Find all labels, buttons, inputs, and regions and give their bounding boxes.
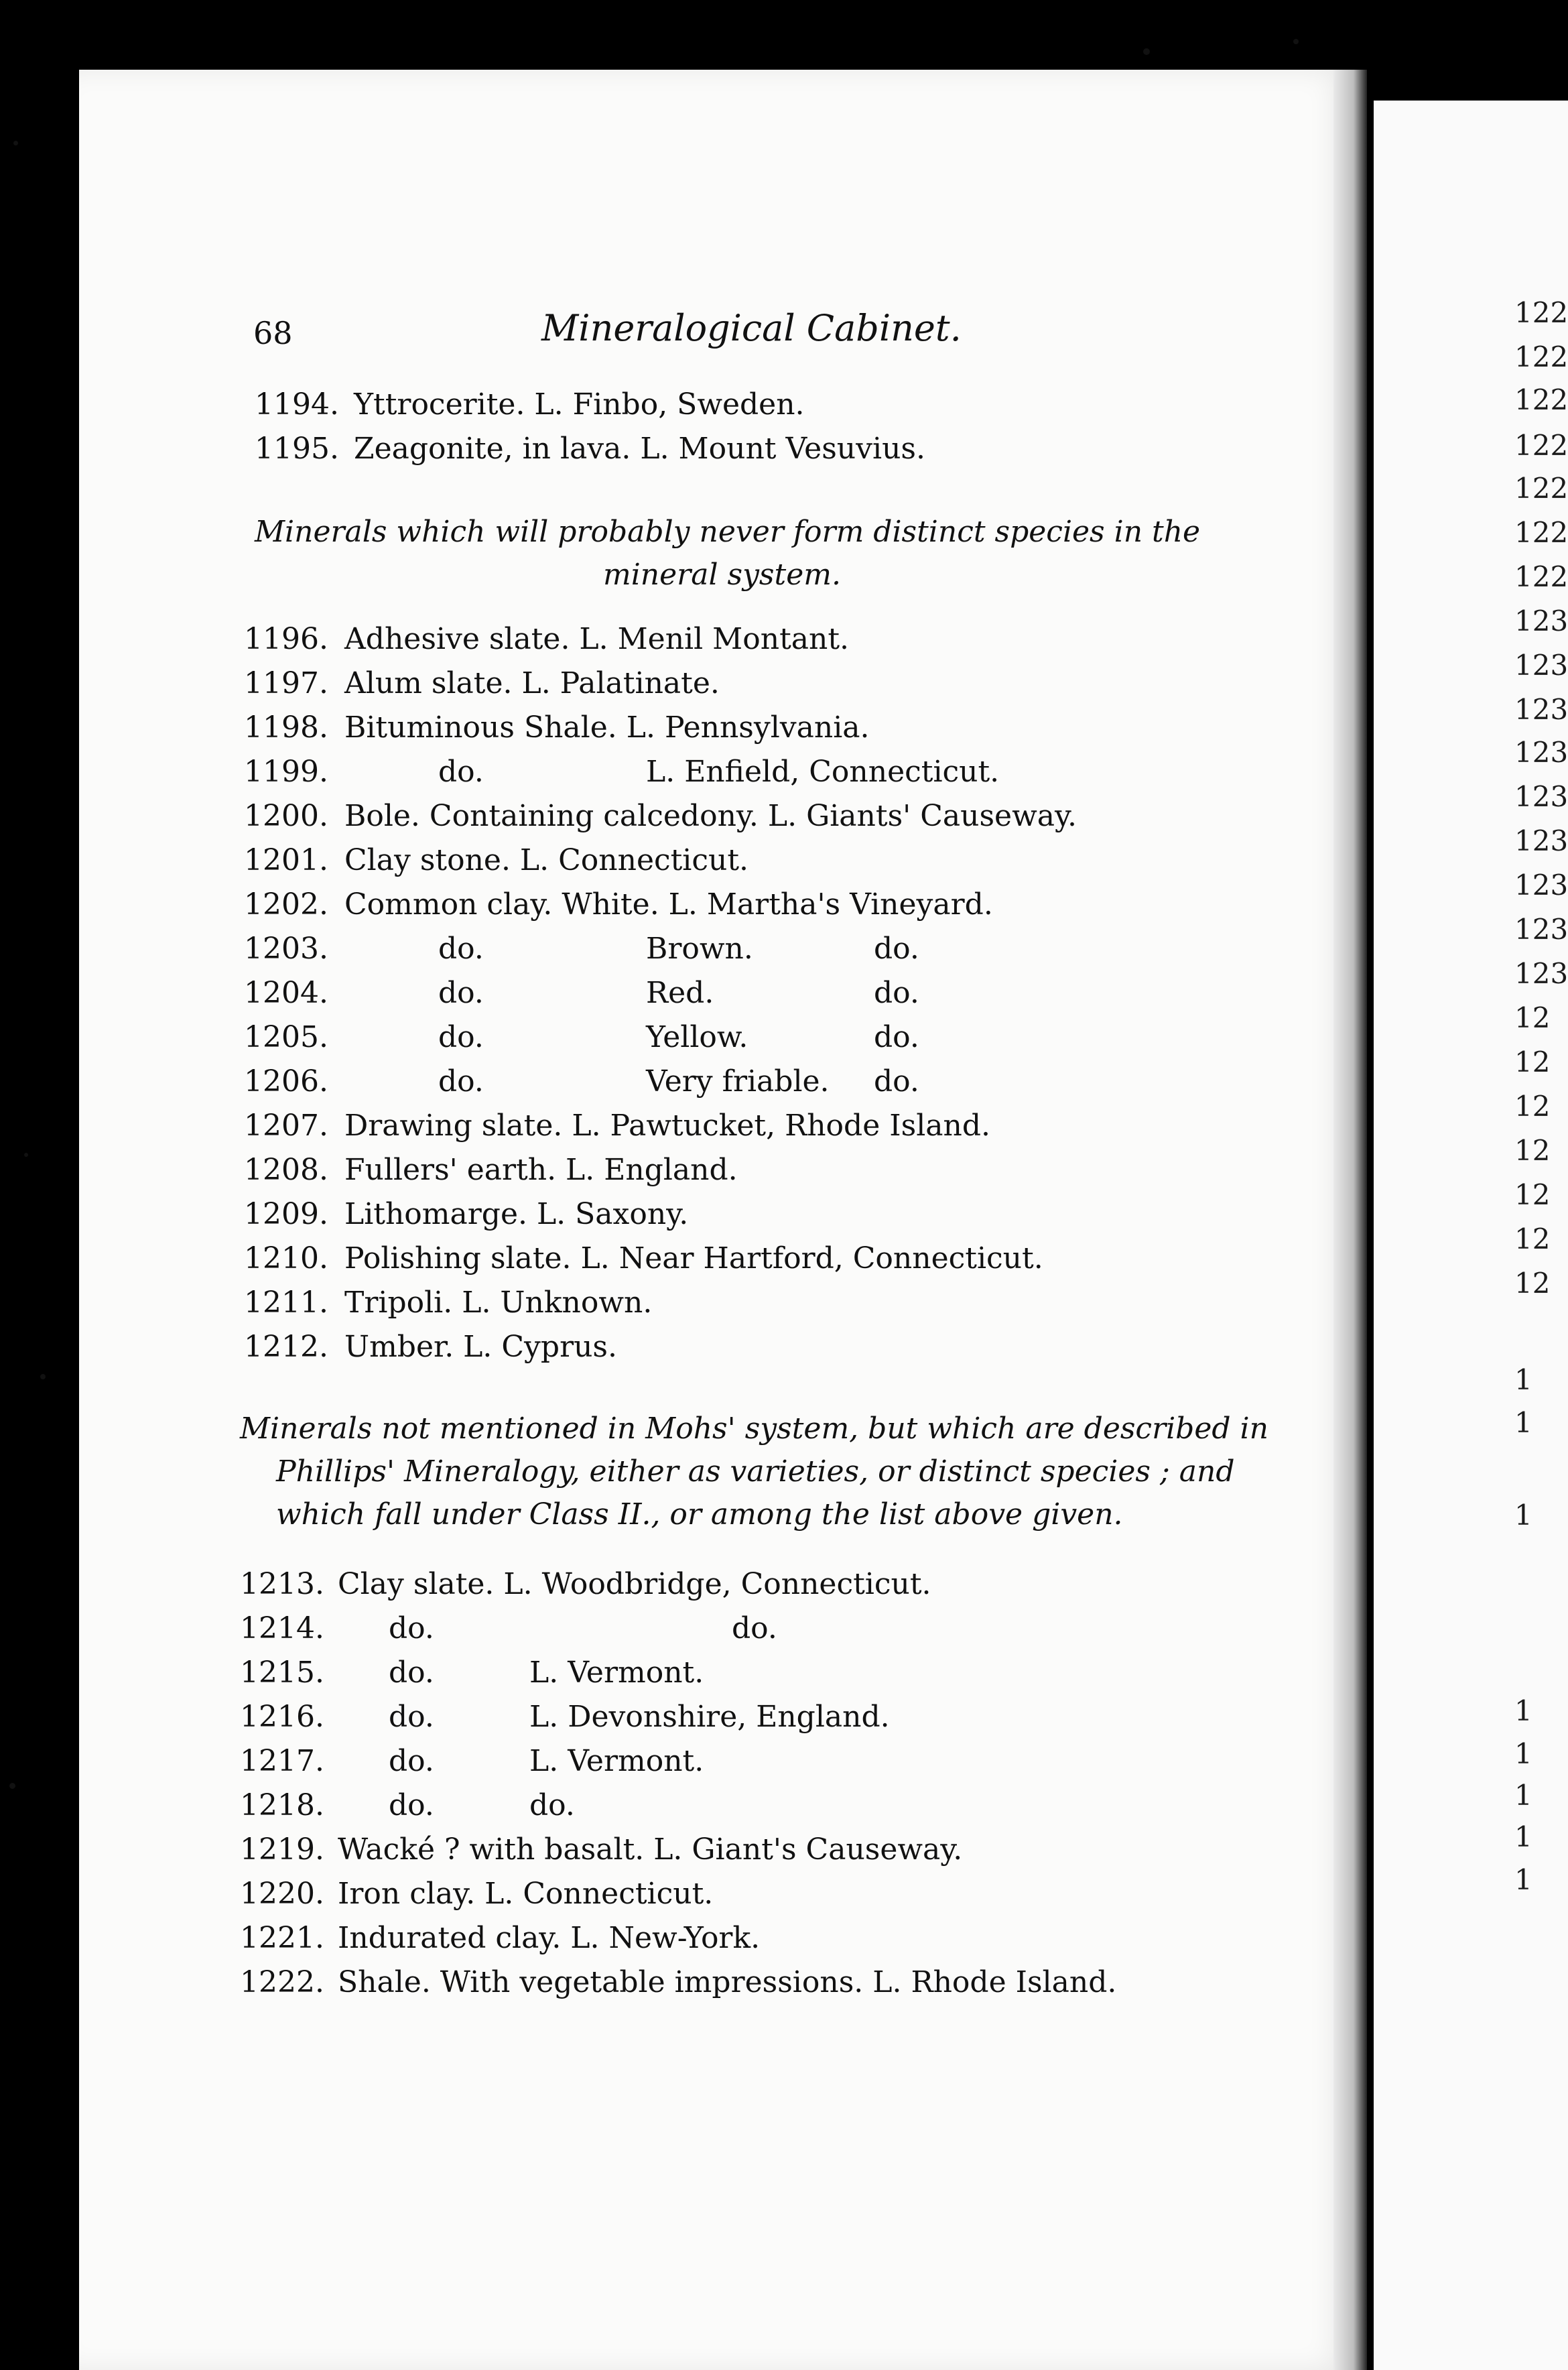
entry-number: 1222. — [240, 1965, 324, 1999]
entry-text: L. Enfield, Connecticut. — [646, 755, 1000, 789]
page-header — [253, 307, 962, 354]
entry-number: 1204. — [244, 976, 328, 1010]
facing-page-number: 123 — [1514, 913, 1568, 946]
entry-number: 1211. — [244, 1286, 328, 1320]
entry-text: do. — [389, 1656, 434, 1690]
entry-number: 1218. — [240, 1788, 324, 1822]
facing-page-number: 1 — [1514, 1406, 1532, 1439]
entry-text: do. — [438, 1064, 484, 1099]
entry-text: L. Vermont. — [529, 1656, 704, 1690]
entry-number: 1206. — [244, 1064, 328, 1099]
entry-text: Alum slate. L. Palatinate. — [344, 666, 720, 700]
facing-page-number: 122 — [1514, 340, 1568, 373]
entry-text: Lithomarge. L. Saxony. — [344, 1197, 689, 1231]
facing-page-edge — [1374, 101, 1568, 2370]
entry-number: 1195. — [255, 432, 339, 466]
facing-page-number: 122 — [1514, 296, 1568, 329]
entry-text: Clay slate. L. Woodbridge, Connecticut. — [338, 1567, 931, 1601]
entry-number: 1219. — [240, 1832, 324, 1867]
entry-text: Tripoli. L. Unknown. — [344, 1286, 653, 1320]
facing-page-number: 123 — [1514, 605, 1568, 637]
entry-text: do. — [732, 1611, 777, 1645]
facing-page-number: 1 — [1514, 1737, 1532, 1770]
entry-text: do. — [874, 932, 919, 966]
entry-number: 1214. — [240, 1611, 324, 1645]
entry-number: 1207. — [244, 1109, 328, 1143]
entry-number: 1213. — [240, 1567, 324, 1601]
facing-page-number: 12 — [1514, 1001, 1551, 1034]
entry-text: do. — [874, 1064, 919, 1099]
section-heading — [255, 511, 1206, 597]
entry-text: Iron clay. L. Connecticut. — [338, 1877, 714, 1911]
entry-number: 1202. — [244, 887, 328, 922]
entry-number: 1205. — [244, 1020, 328, 1054]
entry-text: Adhesive slate. L. Menil Montant. — [344, 622, 849, 656]
entry-text: Red. — [646, 976, 714, 1010]
entry-number: 1203. — [244, 932, 328, 966]
entry-text: L. Vermont. — [529, 1744, 704, 1778]
entry-text: Shale. With vegetable impressions. L. Rhode Island. — [338, 1965, 1117, 1999]
entry-text: do. — [438, 932, 484, 966]
entry-text: do. — [874, 1020, 919, 1054]
entry-number: 1216. — [240, 1700, 324, 1734]
entry-number: 1196. — [244, 622, 328, 656]
entry-number: 1200. — [244, 799, 328, 833]
heading-line: which fall under Class II., or among the list above given. — [276, 1497, 1123, 1532]
entry-text: do. — [438, 755, 484, 789]
entry-text: Polishing slate. L. Near Hartford, Connecticut. — [344, 1241, 1043, 1275]
entry-text: do. — [438, 976, 484, 1010]
facing-page-number: 1 — [1514, 1694, 1532, 1727]
facing-page-number: 12 — [1514, 1134, 1551, 1167]
entry-number: 1209. — [244, 1197, 328, 1231]
section-heading — [240, 1408, 1268, 1536]
entry-text: Yellow. — [646, 1020, 748, 1054]
entry-text: do. — [389, 1700, 434, 1734]
facing-page-number: 1 — [1514, 1779, 1532, 1812]
entry-text: do. — [438, 1020, 484, 1054]
facing-page-number: 123 — [1514, 736, 1568, 769]
facing-page-number: 1 — [1514, 1363, 1532, 1396]
entry-number: 1208. — [244, 1153, 328, 1187]
entry-text: Yttrocerite. L. Finbo, Sweden. — [354, 387, 805, 422]
facing-page-number: 123 — [1514, 780, 1568, 813]
facing-page-number: 123 — [1514, 649, 1568, 682]
facing-page-number: 123 — [1514, 824, 1568, 857]
heading-line: Minerals not mentioned in Mohs' system, but which are described in — [240, 1412, 1268, 1446]
entry-text: Bole. Containing calcedony. L. Giants' Causeway. — [344, 799, 1077, 833]
facing-page-number: 1 — [1514, 1499, 1532, 1532]
facing-page-number: 122 — [1514, 383, 1568, 416]
entry-text: Drawing slate. L. Pawtucket, Rhode Island. — [344, 1109, 990, 1143]
entry-number: 1197. — [244, 666, 328, 700]
entry-text: do. — [389, 1788, 434, 1822]
facing-page-number: 1 — [1514, 1820, 1532, 1853]
entry-text: do. — [389, 1611, 434, 1645]
entry-text: Very friable. — [646, 1064, 830, 1099]
page-gutter — [1333, 70, 1367, 2370]
running-title: Mineralogical Cabinet. — [541, 307, 962, 349]
entry-number: 1221. — [240, 1921, 324, 1955]
entry-text: Clay stone. L. Connecticut. — [344, 843, 749, 877]
entry-text: Indurated clay. L. New-York. — [338, 1921, 761, 1955]
entry-number: 1194. — [255, 387, 339, 422]
entry-text: Umber. L. Cyprus. — [344, 1330, 617, 1364]
entry-number: 1199. — [244, 755, 328, 789]
facing-page-number: 12 — [1514, 1046, 1551, 1078]
facing-page-number: 123 — [1514, 957, 1568, 990]
entry-text: do. — [529, 1788, 575, 1822]
heading-line: Minerals which will probably never form distinct species in the — [255, 515, 1201, 549]
entry-number: 1215. — [240, 1656, 324, 1690]
entry-text: Bituminous Shale. L. Pennsylvania. — [344, 710, 870, 745]
facing-page-number: 122 — [1514, 472, 1568, 505]
facing-page-number: 12 — [1514, 1223, 1551, 1255]
entry-number: 1201. — [244, 843, 328, 877]
facing-page-number: 122 — [1514, 516, 1568, 549]
entry-number: 1212. — [244, 1330, 328, 1364]
entry-text: do. — [874, 976, 919, 1010]
page-number: 68 — [253, 315, 293, 351]
facing-page-number: 1 — [1514, 1863, 1532, 1896]
entry-number: 1220. — [240, 1877, 324, 1911]
facing-page-number: 122 — [1514, 560, 1568, 593]
facing-page-number: 12 — [1514, 1090, 1551, 1123]
entry-text: Fullers' earth. L. England. — [344, 1153, 738, 1187]
heading-line: Phillips' Mineralogy, either as varieties, or distinct species ; and — [276, 1454, 1235, 1489]
entry-number: 1217. — [240, 1744, 324, 1778]
facing-page-number: 122 — [1514, 429, 1568, 462]
facing-page-number: 12 — [1514, 1267, 1551, 1300]
entry-text: Wacké ? with basalt. L. Giant's Causeway. — [338, 1832, 963, 1867]
entry-text: L. Devonshire, England. — [529, 1700, 890, 1734]
entry-text: do. — [389, 1744, 434, 1778]
heading-line: mineral system. — [603, 558, 841, 592]
facing-page-number: 123 — [1514, 693, 1568, 726]
entry-text: Zeagonite, in lava. L. Mount Vesuvius. — [354, 432, 925, 466]
facing-page-number: 12 — [1514, 1178, 1551, 1211]
entry-text: Brown. — [646, 932, 753, 966]
entry-text: Common clay. White. L. Martha's Vineyard. — [344, 887, 993, 922]
entry-number: 1198. — [244, 710, 328, 745]
entry-number: 1210. — [244, 1241, 328, 1275]
facing-page-number: 123 — [1514, 869, 1568, 901]
